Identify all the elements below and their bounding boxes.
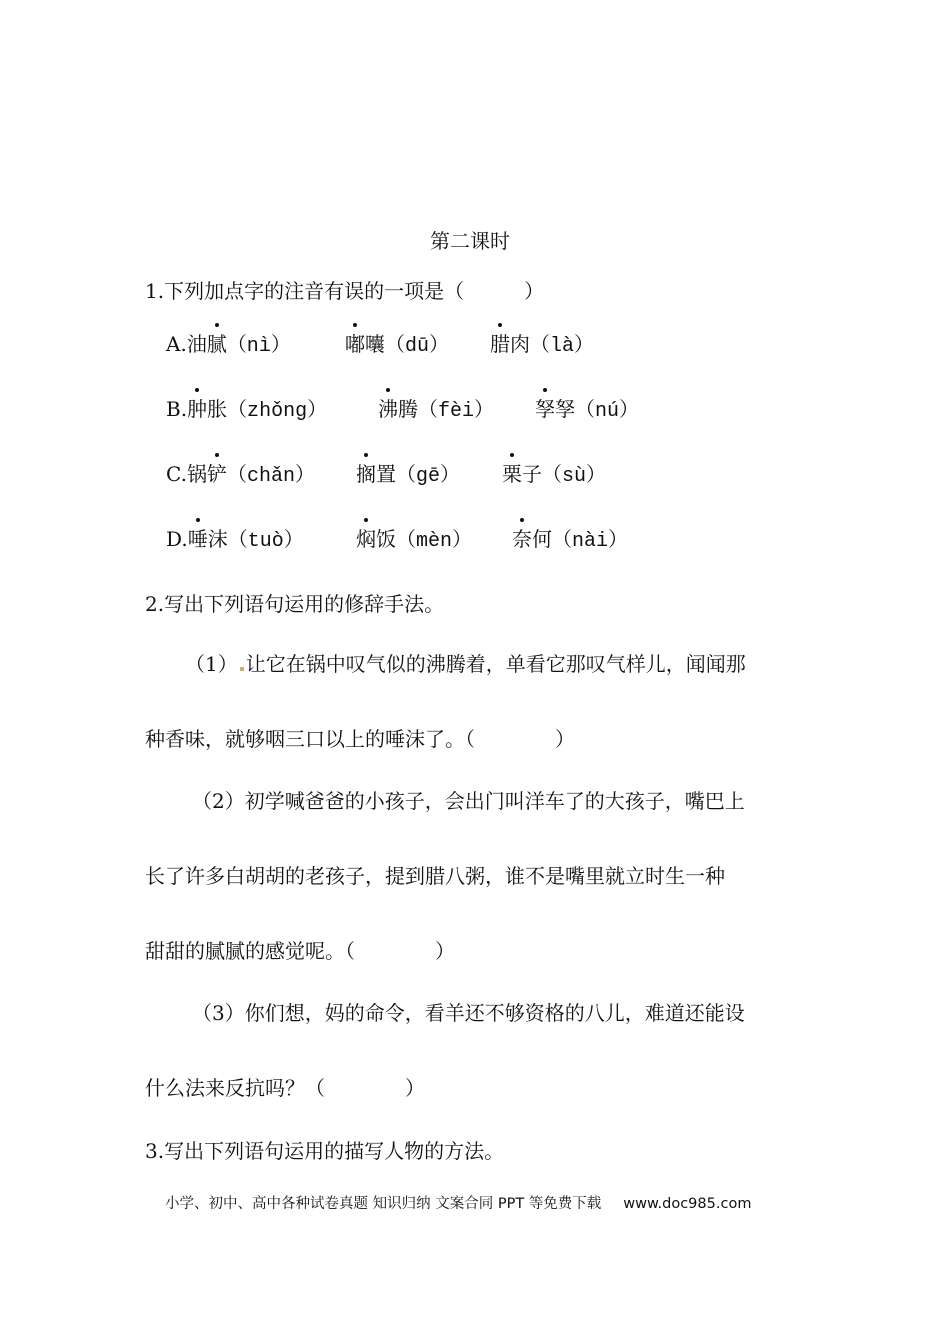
pinyin: （nài） (552, 530, 629, 553)
sentence-2-line-1: （2）初学喊爸爸的小孩子，会出门叫洋车了的大孩子，嘴巴上 (192, 789, 745, 813)
word-suffix: 何 (532, 527, 552, 551)
option-label: D. (166, 527, 188, 551)
option-c-item (166, 464, 315, 487)
option-label: B. (166, 397, 188, 421)
sentence-3-line-1: （3）你们想，妈的命令，看羊还不够资格的八儿，难道还能设 (192, 1001, 745, 1025)
sentence-2-line-3: 甜甜的腻腻的感觉呢。（ ） (145, 939, 455, 963)
word-suffix: 沫 (207, 527, 228, 551)
option-c-item (356, 464, 460, 487)
option-c-item (502, 464, 606, 487)
sentence-3-line-2: 什么法来反抗吗？（ ） (145, 1076, 425, 1100)
pinyin: （dū） (385, 335, 450, 358)
dotted-character: 焖 (356, 527, 376, 551)
pinyin: （mèn） (396, 530, 473, 553)
sentence-2-line-2: 长了许多白胡胡的老孩子，提到腊八粥，谁不是嘴里就立时生一种 (145, 864, 725, 888)
word-suffix: 腾 (398, 397, 418, 421)
option-b-item (378, 399, 494, 422)
question-2-stem: 2.写出下列语句运用的修辞手法。 (145, 592, 445, 616)
option-b-item (166, 399, 327, 422)
sentence-number: （1） (185, 652, 238, 676)
option-d-item (166, 529, 304, 552)
word-suffix: 孥 (555, 397, 575, 421)
footer-text: 小学、初中、高中各种试卷真题 知识归纳 文案合同 PPT 等免费下载 (165, 1196, 602, 1212)
dotted-character: 唾 (187, 527, 208, 551)
dotted-character: 孥 (535, 397, 555, 421)
word-suffix: 饭 (376, 527, 396, 551)
option-label: A. (166, 332, 187, 356)
pinyin: （fèi） (418, 400, 495, 423)
dotted-character: 腻 (206, 332, 227, 356)
option-a-item (166, 334, 291, 357)
pinyin: （là） (530, 335, 595, 358)
word-suffix: 置 (376, 462, 396, 486)
sentence-1-line-2: 种香味，就够咽三口以上的唾沫了。（ ） (145, 727, 575, 751)
dotted-character: 沸 (378, 397, 398, 421)
word-suffix: 肉 (510, 332, 530, 356)
word-suffix: 胀 (207, 397, 228, 421)
pinyin: （tuò） (227, 530, 304, 553)
pinyin: （chǎn） (226, 465, 315, 488)
page-title: 第二课时 (430, 229, 510, 253)
pinyin: （gē） (396, 465, 461, 488)
dotted-character: 铲 (206, 462, 227, 486)
option-d-item (356, 529, 472, 552)
word-prefix: 油 (186, 332, 207, 356)
footer-url[interactable]: www.doc985.com (623, 1196, 752, 1212)
pinyin: （nú） (575, 400, 640, 423)
dotted-character: 腊 (490, 332, 510, 356)
word-suffix: 囔 (365, 332, 385, 356)
sentence-1-line-1 (185, 654, 746, 674)
pinyin: （zhǒng） (227, 400, 328, 423)
dotted-character: 奈 (512, 527, 532, 551)
dotted-character: 搁 (356, 462, 376, 486)
sentence-text: 让它在锅中叹气似的沸腾着，单看它那叹气样儿，闻闻那 (245, 652, 746, 676)
option-b-item (535, 399, 639, 422)
option-label: C. (166, 462, 187, 486)
dotted-character: 肿 (187, 397, 208, 421)
footer (165, 1192, 751, 1213)
option-a-item (490, 334, 594, 357)
option-a-item (345, 334, 449, 357)
dotted-character: 嘟 (345, 332, 365, 356)
word-prefix: 锅 (186, 462, 207, 486)
option-d-item (512, 529, 628, 552)
word-suffix: 子 (522, 462, 542, 486)
pinyin: （sù） (542, 465, 607, 488)
pinyin: （nì） (226, 335, 291, 358)
question-1-stem: 1.下列加点字的注音有误的一项是（ ） (145, 279, 545, 303)
dotted-character: 栗 (502, 462, 522, 486)
highlight-mark (240, 667, 244, 671)
question-3-stem: 3.写出下列语句运用的描写人物的方法。 (145, 1139, 505, 1163)
